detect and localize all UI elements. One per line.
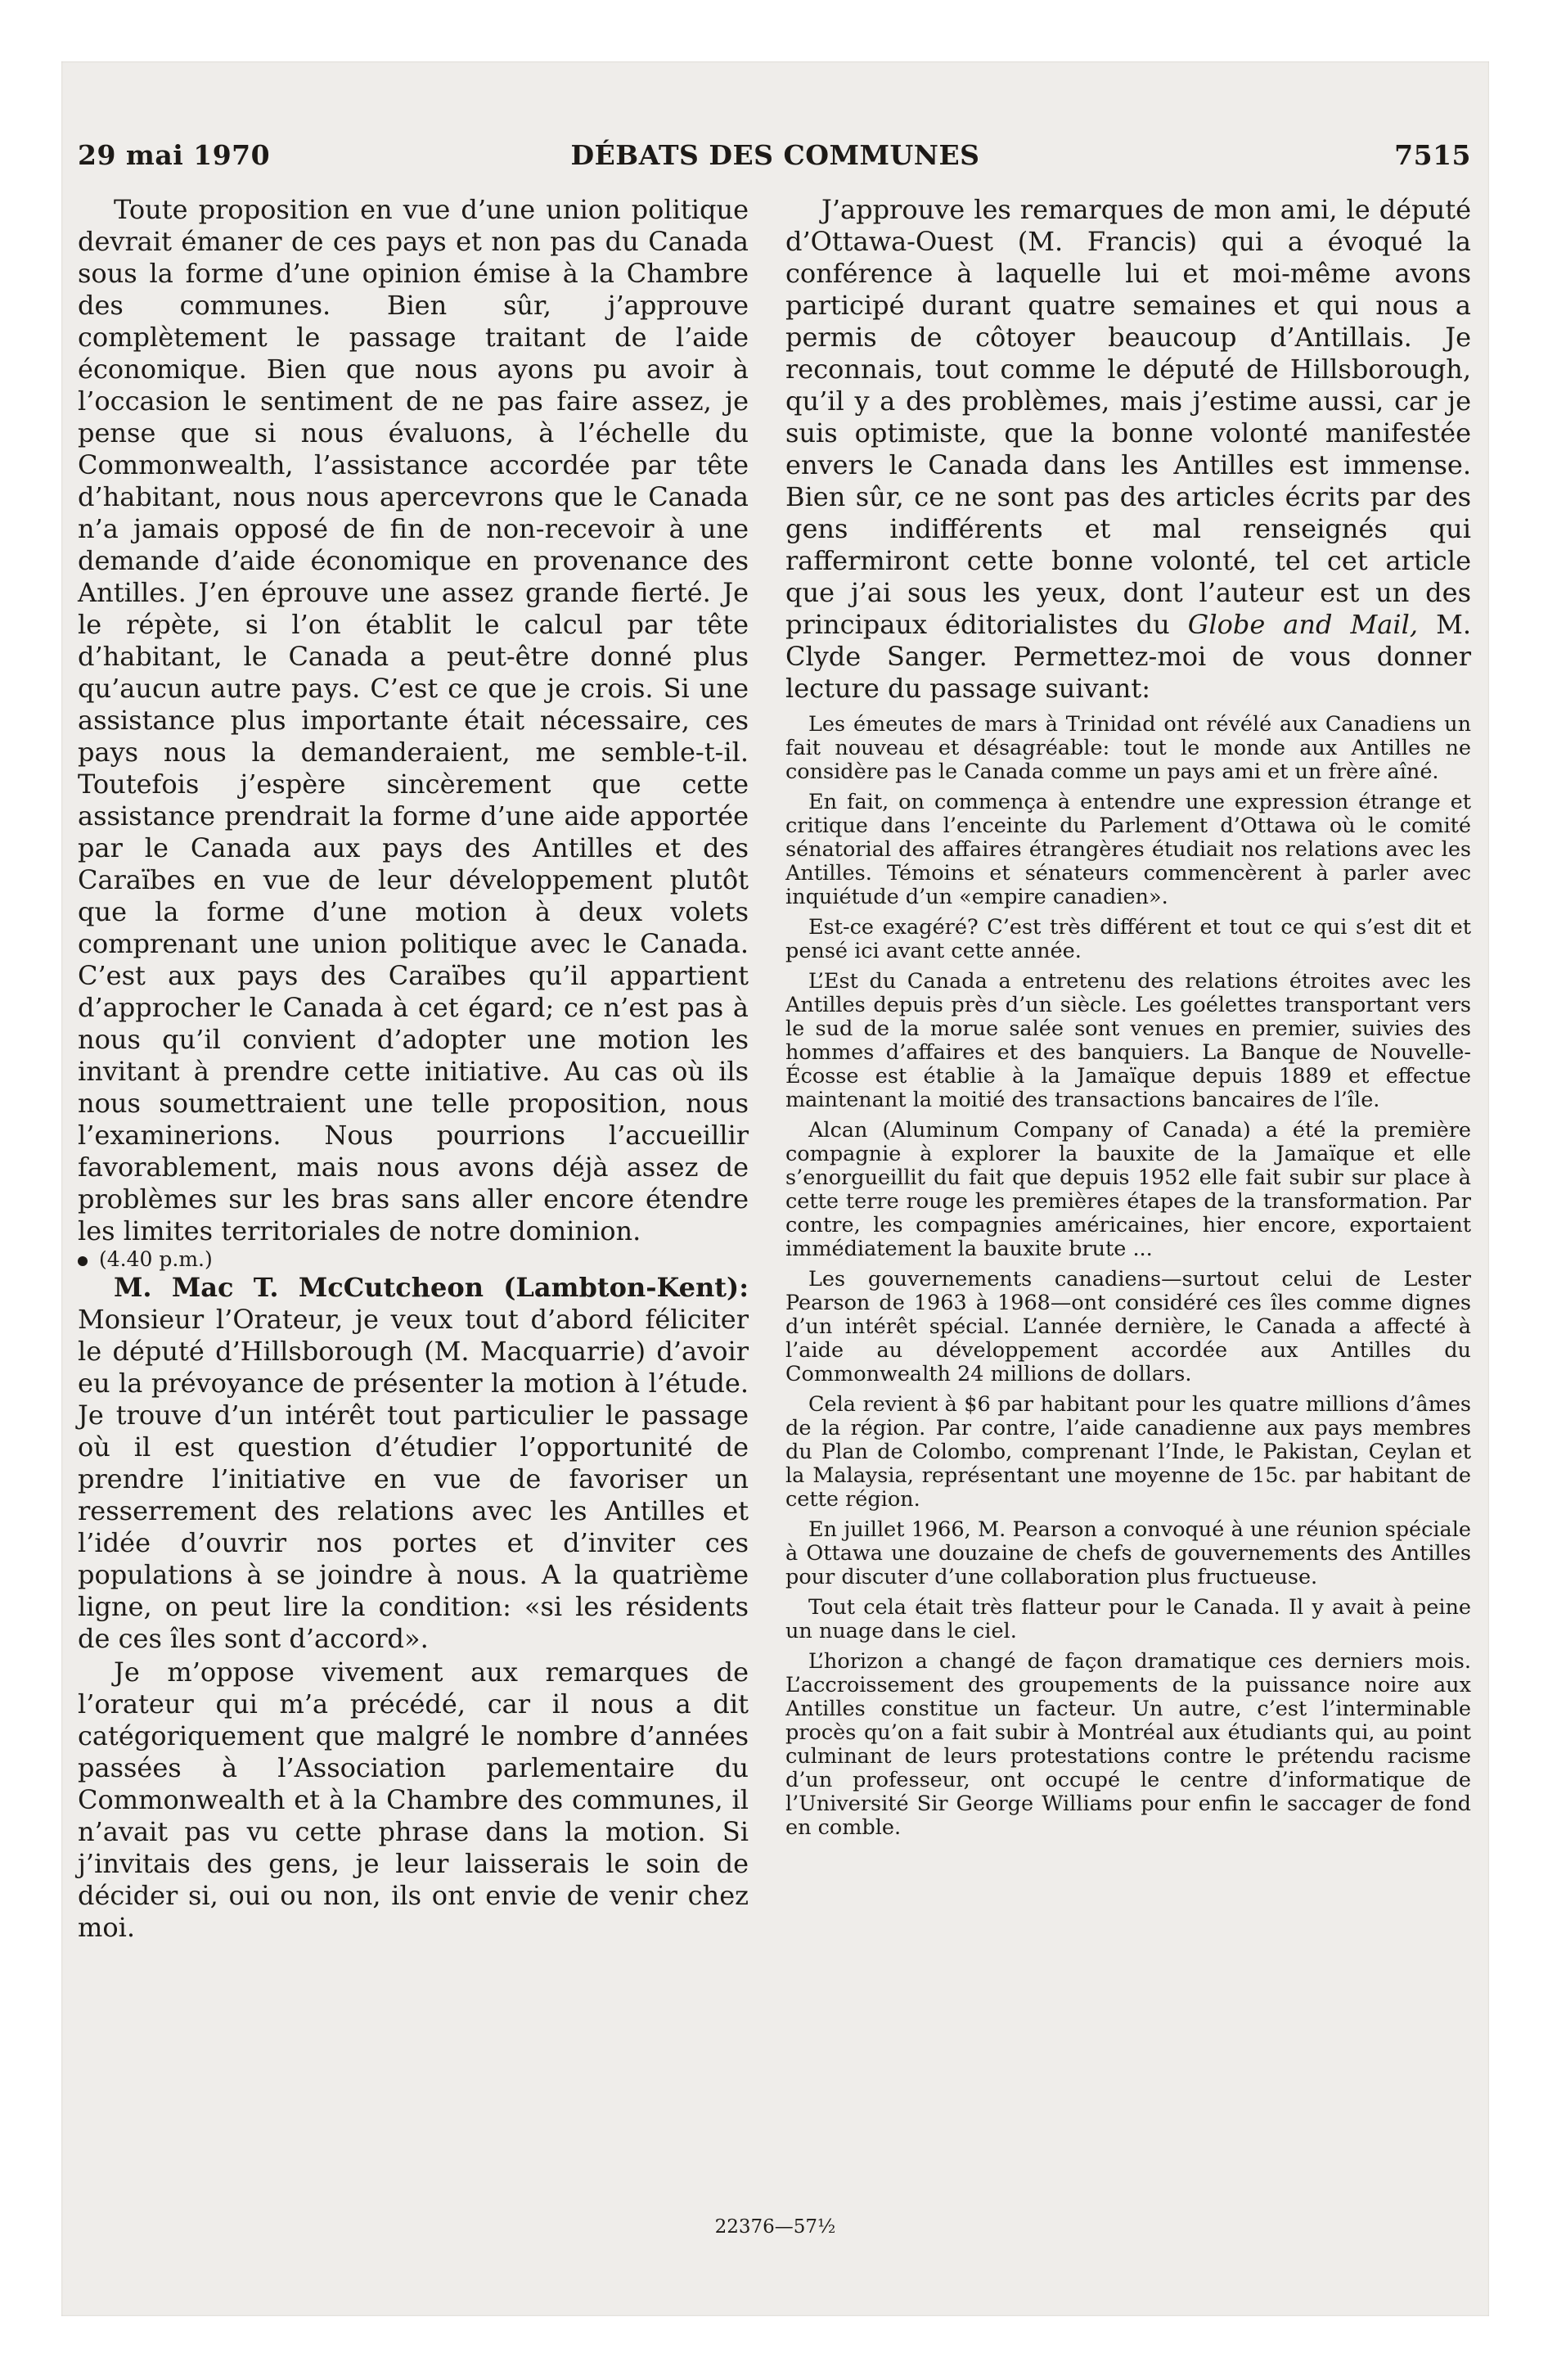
page-header bbox=[61, 139, 1489, 180]
left-paragraph-2-text: Monsieur l’Orateur, je veux tout d’abord féliciter le député d’Hillsborough (M. Macquarrie) d’avoir eu la prévoyance de présenter la motion à l’étude. Je trouve d’un intérêt tout particulier le passage où il est question d’étudier l’opportunité de prendre l’initiative en vue de favoriser un resserrement des relations avec les Antilles et l’idée d’ouvrir nos portes et d’inviter ces populations à se joindre à nous. A la quatrième ligne, on peut lire la condition: «si les résidents de ces îles sont d’accord». bbox=[78, 1304, 749, 1654]
page-footer-signature: 22376—57½ bbox=[714, 2216, 836, 2238]
quote-paragraph: Les émeutes de mars à Trinidad ont révélé aux Canadiens un fait nouveau et désagréable: tout le monde aux Antilles ne considère pas le Canada comme un pays ami et un frère aîné. bbox=[785, 712, 1471, 784]
time-marker-text: (4.40 p.m.) bbox=[99, 1247, 213, 1271]
right-paragraph-1-end: M. Clyde Sanger. Permettez-moi de vous donner lecture du passage suivant: bbox=[785, 609, 1472, 704]
quote-paragraph: L’Est du Canada a entretenu des relations étroites avec les Antilles depuis près d’un siècle. Les goélettes transportant vers le sud de la morue salée sont venues en premier, suivies des hommes d’affaires et des banquiers. La Banque de Nouvelle-Écosse est établie à la Jamaïque depuis 1889 et effectue maintenant la moitié des transactions bancaires de l’île. bbox=[785, 969, 1471, 1112]
quote-paragraph: Cela revient à $6 par habitant pour les quatre millions d’âmes de la région. Par contre, l’aide canadienne aux pays membres du Plan de Colombo, comprenant l’Inde, le Pakistan, Ceylan et la Malaysia, représentant une moyenne de 15c. par habitant de cette région. bbox=[785, 1392, 1471, 1512]
left-paragraph-3: Je m’oppose vivement aux remarques de l’orateur qui m’a précédé, car il nous a dit catégoriquement que malgré le nombre d’années passées à l’Association parlementaire du Commonwealth et à la Chambre des communes, il n’avait pas vu cette phrase dans la motion. Si j’invitais des gens, je leur laisserais le soin de décider si, oui ou non, ils ont envie de venir chez moi. bbox=[78, 1657, 749, 1943]
left-paragraph-2 bbox=[78, 1272, 749, 1655]
header-page-number: 7515 bbox=[1394, 139, 1471, 171]
bullet-icon bbox=[78, 1256, 88, 1266]
quote-paragraph: Alcan (Aluminum Company of Canada) a été la première compagnie à explorer la bauxite de la Jamaïque et elle s’enorgueillit du fait que depuis 1952 elle fait subir sur place à cette terre rouge les premières étapes de la transformation. Par contre, les compagnies américaines, hier encore, exportaient immédiatement la bauxite brute ... bbox=[785, 1118, 1471, 1261]
speaker-name: M. Mac T. McCutcheon (Lambton-Kent): bbox=[114, 1272, 749, 1303]
quote-paragraph: L’horizon a changé de façon dramatique ces derniers mois. L’accroissement des groupements de la puissance noire aux Antilles constitue un facteur. Un autre, c’est l’interminable procès qu’on a fait subir à Montréal aux étudiants qui, au point culminant de leurs protestations contre le prétendu racisme d’un professeur, ont occupé le centre d’informatique de l’Université Sir George Williams pour enfin le saccager de fond en comble. bbox=[785, 1649, 1471, 1840]
document-page bbox=[61, 61, 1489, 2316]
quote-paragraph: Tout cela était très flatteur pour le Canada. Il y avait à peine un nuage dans le ciel. bbox=[785, 1595, 1471, 1643]
quoted-passage bbox=[785, 713, 1471, 1840]
right-column bbox=[785, 194, 1471, 1846]
header-title: DÉBATS DES COMMUNES bbox=[570, 139, 980, 171]
right-paragraph-1 bbox=[785, 194, 1471, 705]
quote-paragraph: En juillet 1966, M. Pearson a convoqué à une réunion spéciale à Ottawa une douzaine de chefs de gouvernements des Antilles pour discuter d’une collaboration plus fructueuse. bbox=[785, 1517, 1471, 1589]
quote-paragraph: Les gouvernements canadiens—surtout celui de Lester Pearson de 1963 à 1968—ont considéré ces îles comme dignes d’un intérêt spécial. L’année dernière, le Canada a affecté à l’aide au développement accordée aux Antilles du Commonwealth 24 millions de dollars. bbox=[785, 1267, 1471, 1386]
left-paragraph-1: Toute proposition en vue d’une union politique devrait émaner de ces pays et non pas du Canada sous la forme d’une opinion émise à la Chambre des communes. Bien sûr, j’approuve complètement le passage traitant de l’aide économique. Bien que nous ayons pu avoir à l’occasion le sentiment de ne pas faire assez, je pense que si nous évaluons, à l’échelle du Commonwealth, l’assistance accordée par tête d’habitant, nous nous apercevrons que le Canada n’a jamais opposé de fin de non-recevoir à une demande d’aide économique en provenance des Antilles. J’en éprouve une assez grande fierté. Je le répète, si l’on établit le calcul par tête d’habitant, le Canada a peut-être donné plus qu’aucun autre pays. C’est ce que je crois. Si une assistance plus importante était nécessaire, ces pays nous la demanderaient, me semble-t-il. Toutefois j’espère sincèrement que cette assistance prendrait la forme d’une aide apportée par le Canada aux pays des Antilles et des Caraïbes en vue de leur développement plutôt que la forme d’une motion à deux volets comprenant une union politique avec le Canada. C’est aux pays des Caraïbes qu’il appartient d’approcher le Canada à cet égard; ce n’est pas à nous qu’il convient d’adopter une motion les invitant à prendre cette initiative. Au cas où ils nous soumettraient une telle proposition, nous l’examinerions. Nous pourrions l’accueillir favorablement, mais nous avons déjà assez de problèmes sur les bras sans aller encore étendre les limites territoriales de notre dominion. bbox=[78, 194, 749, 1246]
right-paragraph-1-text: J’approuve les remarques de mon ami, le député d’Ottawa-Ouest (M. Francis) qui a évoqué la conférence à laquelle lui et moi-même avons participé durant quatre semaines et qui nous a permis de côtoyer beaucoup d’Antillais. Je reconnais, tout comme le député de Hillsborough, qu’il y a des problèmes, mais j’estime aussi, car je suis optimiste, que la bonne volonté manifestée envers le Canada dans les Antilles est immense. Bien sûr, ce ne sont pas des articles écrits par des gens indifférents et mal renseignés qui raffermiront cette bonne volonté, tel cet article que j’ai sous les yeux, dont l’auteur est un des principaux éditorialistes du bbox=[785, 194, 1471, 640]
quote-paragraph: Est-ce exagéré? C’est très différent et tout ce qui s’est dit et pensé ici avant cette année. bbox=[785, 915, 1471, 963]
newspaper-title: Globe and Mail, bbox=[1187, 609, 1419, 640]
header-date: 29 mai 1970 bbox=[78, 139, 271, 171]
quote-paragraph: En fait, on commença à entendre une expression étrange et critique dans l’enceinte du Parlement d’Ottawa où le comité sénatorial des affaires étrangères étudiait nos relations avec les Antilles. Témoins et sénateurs commencèrent à parler avec inquiétude d’un «empire canadien». bbox=[785, 790, 1471, 909]
time-marker bbox=[78, 1247, 749, 1272]
left-column bbox=[78, 194, 749, 1944]
